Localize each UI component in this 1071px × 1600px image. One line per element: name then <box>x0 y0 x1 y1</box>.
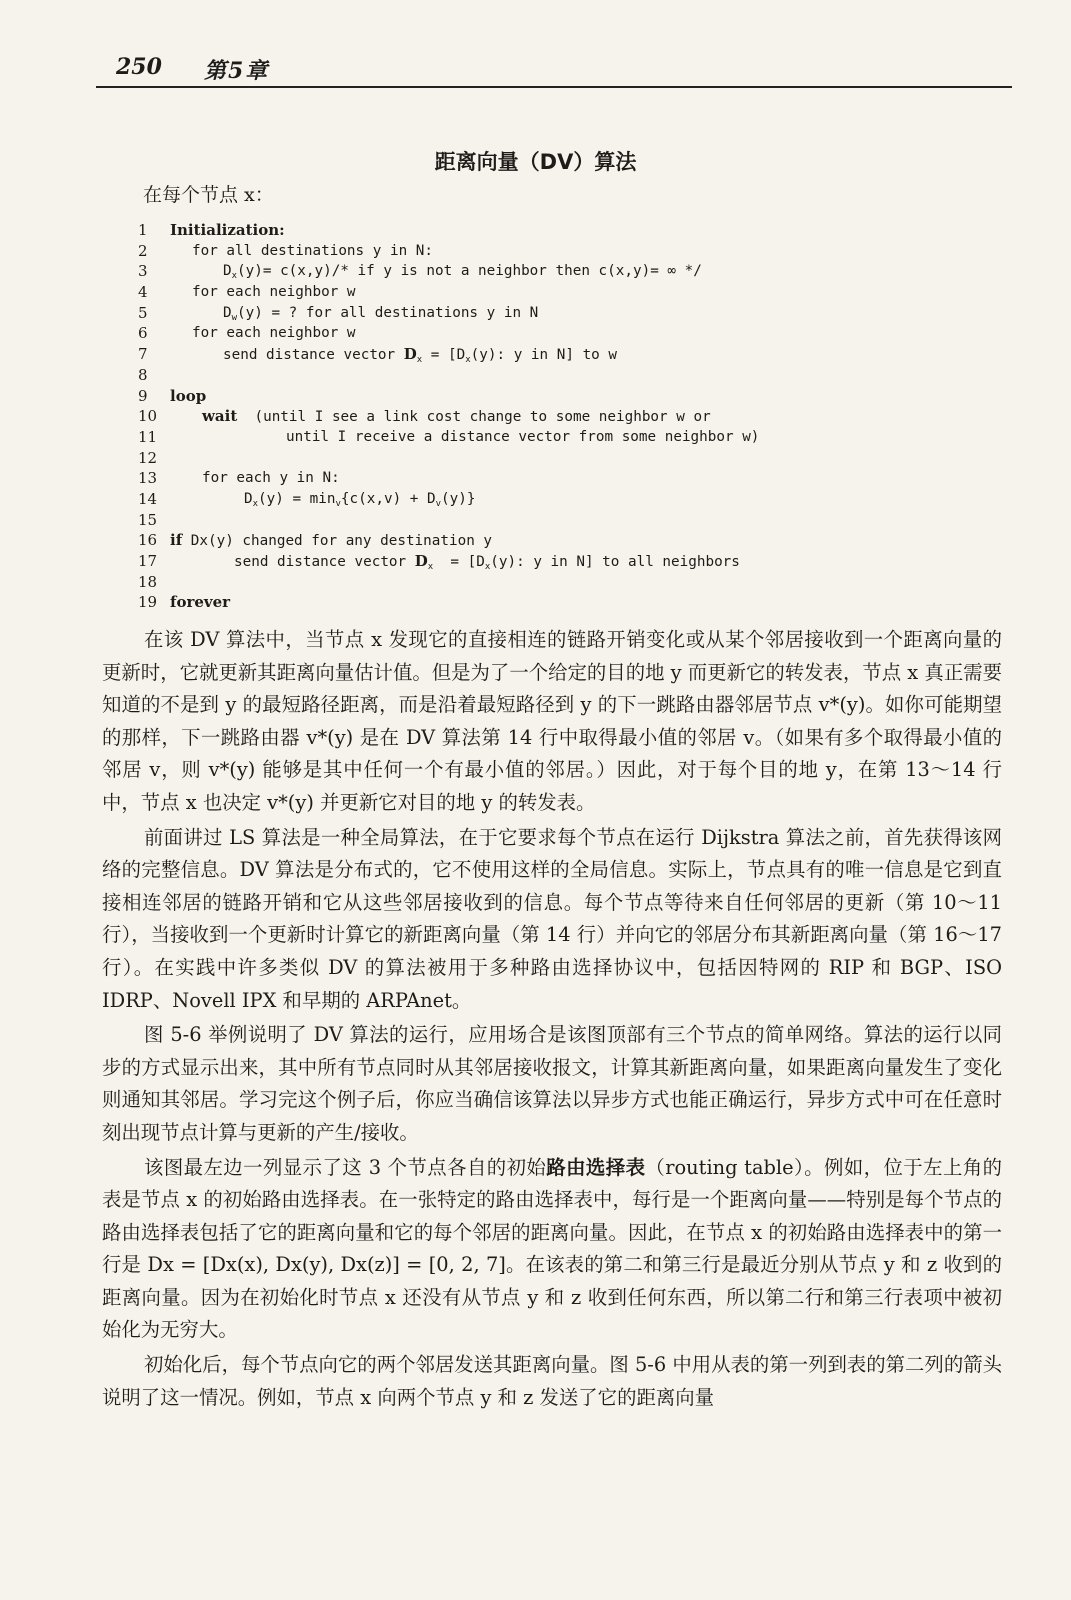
bold-term: 路由选择表 <box>546 1155 646 1179</box>
paragraph <box>102 624 1002 820</box>
code-keyword: Initialization: <box>170 221 285 239</box>
code-fragment: D <box>403 345 417 364</box>
line-number: 5 <box>138 303 148 322</box>
line-number: 18 <box>138 572 158 591</box>
code-keyword: if <box>170 531 183 550</box>
code-line <box>138 427 1018 448</box>
code-line <box>138 510 1018 531</box>
code-fragment: (y): y in N] to w <box>470 347 617 364</box>
code-text <box>286 427 759 448</box>
code-fragment: = [D <box>433 554 485 570</box>
paragraph-text: 初始化后，每个节点向它的两个邻居发送其距离向量。图 5-6 中用从表的第一列到表的第二列的箭头说明了这一情况。例如，节点 x 向两个节点 y 和 z 发送了它的距离向量 <box>102 1353 1002 1409</box>
code-line <box>138 530 1018 551</box>
code-text <box>170 220 285 242</box>
code-line <box>138 551 1018 572</box>
line-number: 3 <box>138 262 148 281</box>
code-line <box>138 489 1018 510</box>
code-fragment: send distance vector <box>234 554 415 570</box>
paragraph <box>102 1152 1002 1348</box>
paragraph-text: 在该 DV 算法中，当节点 x 发现它的直接相连的链路开销变化或从某个邻居接收到一个距离向量的更新时，它就更新其距离向量估计值。但是为了一个给定的目的地 y 而更新它的转发表，节点 x 真正需要知道的不是到 y 的最短路径距离，而是沿着最短路径到 y 的下一跳路由器邻居节点 v*(y)。如你可能期望的那样，下一跳路由器 v*(y) 是在 DV 算法第 14 行中取得最小值的邻居 v。（如果有多个取得最小值的邻居 v，则 v*(y) 能够是其中任何一个有最小值的邻居。）因此，对于每个目的地 y，在第 13～14 行中，节点 x 也决定 v*(y) 并更新它对目的地 y 的转发表。 <box>102 628 1002 814</box>
line-number: 6 <box>138 324 148 343</box>
code-fragment: {c(x,v) + D <box>340 490 436 507</box>
code-subscript: x <box>427 562 434 572</box>
code-subscript: v <box>335 498 341 509</box>
code-fragment: (y) = min <box>258 490 336 507</box>
code-fragment: for each neighbor w <box>192 325 356 342</box>
running-header <box>96 52 1012 88</box>
line-number: 15 <box>138 510 158 529</box>
line-number: 4 <box>138 283 148 302</box>
code-fragment: (until I see a link cost change to some neighbor w or <box>237 409 711 426</box>
paragraph <box>102 1349 1002 1414</box>
code-text <box>192 282 356 303</box>
code-fragment: D <box>244 490 253 507</box>
code-line <box>138 468 1018 489</box>
code-subscript: x <box>465 355 471 366</box>
code-text <box>170 530 492 552</box>
line-number: 2 <box>138 241 148 260</box>
code-line <box>138 261 1018 282</box>
chapter-label: 第5章 <box>204 58 270 84</box>
code-fragment: until I receive a distance vector from some neighbor w) <box>286 428 760 445</box>
code-text <box>202 406 711 428</box>
code-fragment: D <box>223 263 232 280</box>
code-text <box>170 386 206 408</box>
code-fragment: (y)= c(x,y)/* if y is not a neighbor then c(x,y)= ∞ */ <box>237 263 702 280</box>
algorithm-title: 距离向量（DV）算法 <box>434 150 637 174</box>
line-number: 16 <box>138 531 158 550</box>
code-line <box>138 303 1018 324</box>
code-fragment: (y) = ? for all destinations y in N <box>237 304 539 321</box>
paragraph <box>102 1019 1002 1149</box>
line-number: 13 <box>138 469 158 488</box>
code-line <box>138 406 1018 427</box>
code-line <box>138 241 1018 262</box>
code-text <box>192 323 356 344</box>
line-number: 8 <box>138 365 148 384</box>
code-keyword: loop <box>170 386 207 405</box>
code-fragment: for each y in N: <box>202 470 340 487</box>
line-number: 19 <box>138 593 158 612</box>
line-number: 1 <box>138 221 148 239</box>
paragraph-text: 图 5-6 举例说明了 DV 算法的运行，应用场合是该图顶部有三个节点的简单网络。算法的运行以同步的方式显示出来，其中所有节点同时从其邻居接收报文，计算其新距离向量，如果距离向量发生了变化则通知其邻居。学习完这个例子后，你应当确信该算法以异步方式也能正确运行，异步方式中可在任意时刻出现节点计算与更新的产生/接收。 <box>102 1023 1002 1144</box>
code-line <box>138 344 1018 365</box>
line-number: 7 <box>138 345 148 364</box>
line-number: 11 <box>138 427 158 446</box>
page-number: 250 <box>116 54 162 80</box>
code-text <box>170 592 230 614</box>
code-fragment: Dx(y) changed for any destination y <box>182 533 493 550</box>
code-subscript: x <box>231 271 238 282</box>
code-keyword: forever <box>170 593 231 612</box>
code-text <box>202 468 340 489</box>
code-fragment: D <box>414 552 428 570</box>
algorithm-pseudocode <box>138 220 1018 613</box>
code-fragment: send distance vector <box>223 347 404 364</box>
code-keyword: wait <box>202 407 238 426</box>
code-subscript: w <box>231 312 238 323</box>
code-line <box>138 572 1018 593</box>
paragraph <box>102 822 1002 1018</box>
code-subscript: x <box>484 562 491 572</box>
code-subscript: v <box>435 498 442 509</box>
code-line <box>138 365 1018 386</box>
code-line <box>138 448 1018 469</box>
paragraph-text: 前面讲过 LS 算法是一种全局算法，在于它要求每个节点在运行 Dijkstra 算法之前，首先获得该网络的完整信息。DV 算法是分布式的，它不使用这样的全局信息。实际上，节点具有的唯一信息是它到直接相连邻居的链路开销和它从这些邻居接收到的信息。每个节点等待来自任何邻居的更新（第 10～11 行），当接收到一个更新时计算它的新距离向量（第 14 行）并向它的邻居分布其新距离向量（第 16～17 行）。在实践中许多类似 DV 的算法被用于多种路由选择协议中，包括因特网的 RIP 和 BGP、ISO IDRP、Novell IPX 和早期的 ARPAnet。 <box>102 825 1002 1012</box>
code-fragment: (y): y in N] to all neighbors <box>490 554 740 570</box>
code-subscript: x <box>252 498 259 509</box>
code-fragment: (y)} <box>441 490 476 507</box>
line-number: 9 <box>138 386 148 405</box>
code-fragment: for all destinations y in N: <box>192 242 434 259</box>
algorithm-subtitle: 在每个节点 x： <box>143 184 274 206</box>
line-number: 17 <box>138 552 158 570</box>
code-fragment: D <box>223 304 232 321</box>
code-fragment: = [D <box>422 347 466 364</box>
paragraph-text: 该图最左边一列显示了这 3 个节点各自的初始 <box>144 1155 547 1179</box>
code-line <box>138 282 1018 303</box>
body-text <box>102 624 1002 1416</box>
header-rule <box>96 86 1012 88</box>
code-line <box>138 323 1018 344</box>
line-number: 12 <box>138 448 158 467</box>
code-text <box>192 241 433 262</box>
paragraph-text: （routing table）。例如，位于左上角的表是节点 x 的初始路由选择表。在一张特定的路由选择表中，每行是一个距离向量——特别是每个节点的路由选择表包括了它的距离向量和它的每个邻居的距离向量。因此，在节点 x 的初始路由选择表中的第一行是 Dx = [Dx(x), Dx(y), Dx(z)] = [0, 2, 7]。在该表的第二和第三行是最近分别从节点 y 和 z 收到的距离向量。因为在初始化时节点 x 还没有从节点 y 和 z 收到任何东西，所以第二行和第三行表项中被初始化为无穷大。 <box>102 1155 1003 1342</box>
code-line <box>138 386 1018 407</box>
line-number: 14 <box>138 489 158 508</box>
code-line <box>138 220 1018 241</box>
line-number: 10 <box>138 407 158 426</box>
code-fragment: for each neighbor w <box>192 284 356 301</box>
code-subscript: x <box>416 355 423 366</box>
code-line <box>138 592 1018 613</box>
